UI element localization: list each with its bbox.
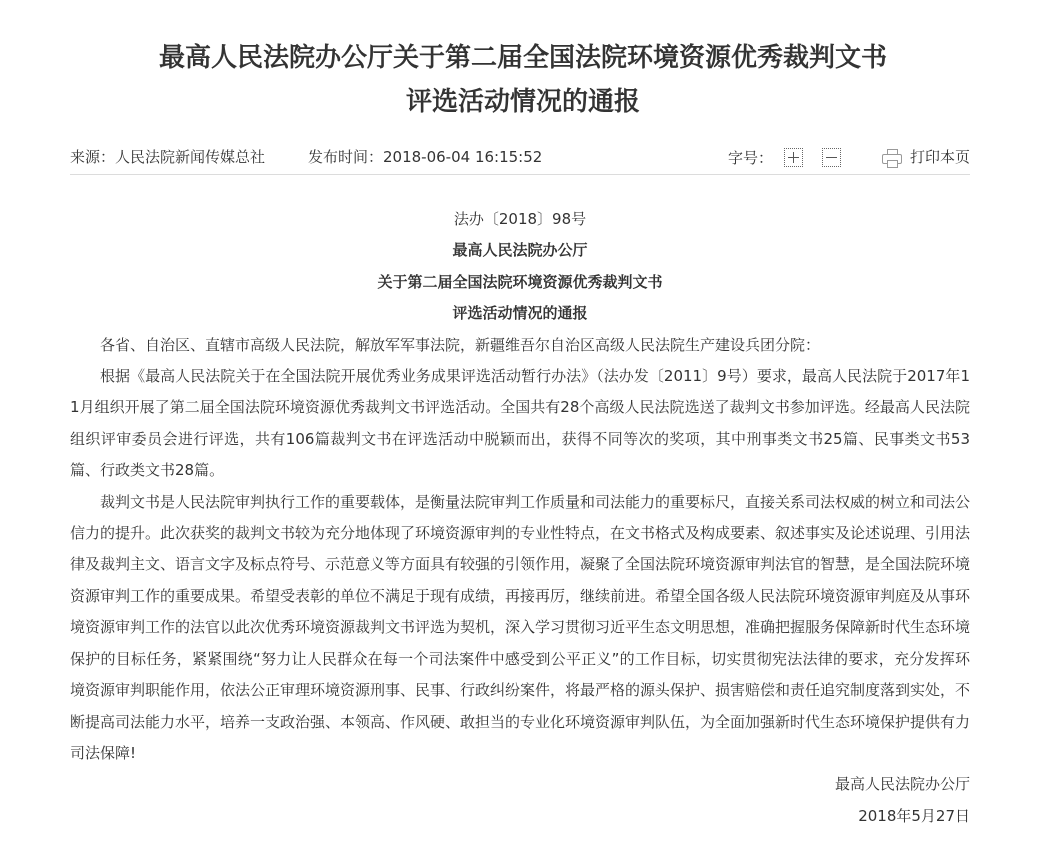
doc-subtitle-line1: 关于第二届全国法院环境资源优秀裁判文书 [377,272,663,291]
print-page-button[interactable] [882,144,970,170]
font-decrease-button[interactable] [822,148,841,167]
article-title-line1: 最高人民法院办公厅关于第二届全国法院环境资源优秀裁判文书 [158,43,887,73]
minus-icon [826,157,837,158]
article-body [70,204,970,832]
printer-icon [882,149,902,167]
article-source: 来源：人民法院新闻传媒总社 [70,148,266,166]
doc-subtitle-line2: 评选活动情况的通报 [452,304,588,323]
font-increase-button[interactable] [784,148,803,167]
doc-number: 法办〔2018〕98号 [453,210,587,228]
doc-paragraph-1: 根据《最高人民法院关于在全国法院开展优秀业务成果评选活动暂行办法》（法办发〔2011〕9号）要求，最高人民法院于2017年11月组织开展了第二届全国法院环境资源优秀裁判文书评选活动。全国共有28个高级人民法院选送了裁判文书参加评选。经最高人民法院组织评审委员会进行评选，共有106篇裁判文书在评选活动中脱颖而出，获得不同等次的奖项，其中刑事类文书25篇、民事类文书53篇、行政类文书28篇。 [70,367,970,480]
font-size-label: 字号： [728,148,774,167]
article-title-line2: 评选活动情况的通报 [405,87,640,117]
meta-divider [70,174,970,175]
print-page-label: 打印本页 [909,148,970,166]
article-title [0,36,1046,124]
publish-time: 发布时间：2018-06-04 16:15:52 [308,148,543,166]
font-size-control [728,144,841,171]
doc-addressee: 各省、自治区、直辖市高级人民法院，解放军军事法院，新疆维吾尔自治区高级人民法院生产建设兵团分院： [100,335,821,354]
doc-paragraph-2: 裁判文书是人民法院审判执行工作的重要载体，是衡量法院审判工作质量和司法能力的重要标尺，直接关系司法权威的树立和司法公信力的提升。此次获奖的裁判文书较为充分地体现了环境资源审判的专业性特点，在文书格式及构成要素、叙述事实及论述说理、引用法律及裁判主文、语言文字及标点符号、示范意义等方面具有较强的引领作用，凝聚了全国法院环境资源审判法官的智慧，是全国法院环境资源审判工作的重要成果。希望受表彰的单位不满足于现有成绩，再接再厉，继续前进。希望全国各级人民法院环境资源审判庭及从事环境资源审判工作的法官以此次优秀环境资源裁判文书评选为契机，深入学习贯彻习近平生态文明思想，准确把握服务保障新时代生态环境保护的目标任务，紧紧围绕“努力让人民群众在每一个司法案件中感受到公平正义”的工作目标，切实贯彻宪法法律的要求，充分发挥环境资源审判职能作用，依法公正审理环境资源刑事、民事、行政纠纷案件，将最严格的源头保护、损害赔偿和责任追究制度落到实处，不断提高司法能力水平，培养一支政治强、本领高、作风硬、敢担当的专业化环境资源审判队伍，为全面加强新时代生态环境保护提供有力司法保障! [70,492,971,762]
article-meta-bar [70,144,970,170]
doc-issuer: 最高人民法院办公厅 [452,241,588,260]
doc-signature: 最高人民法院办公厅 [834,775,970,794]
doc-date: 2018年5月27日 [858,806,970,825]
